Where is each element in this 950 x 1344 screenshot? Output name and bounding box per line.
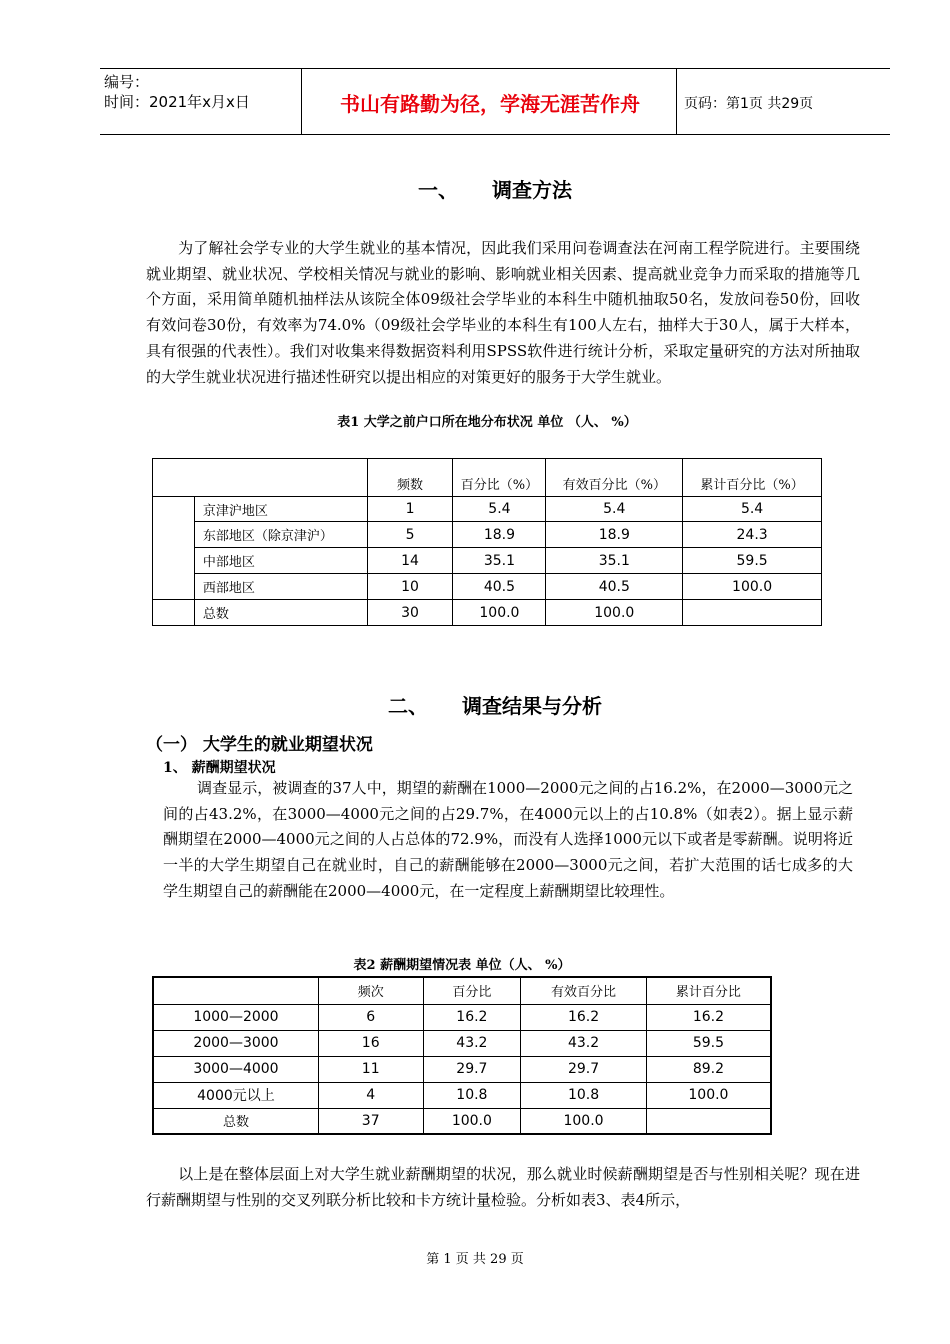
header-slogan: 书山有路勤为径，学海无涯苦作舟 (340, 92, 640, 116)
table-row (153, 1108, 771, 1134)
table2-cell: 37 (318, 1108, 423, 1134)
table2-cell: 29.7 (521, 1056, 647, 1082)
table1 (152, 458, 822, 626)
table1-cell: 100.0 (546, 600, 683, 626)
table1-cell: 14 (367, 548, 453, 574)
table2-row-label: 3000—4000 (153, 1056, 318, 1082)
table1-cell: 100.0 (453, 600, 546, 626)
table1-cell: 5 (367, 522, 453, 548)
table2-cell: 89.2 (646, 1056, 771, 1082)
table2-header-cell: 有效百分比 (521, 977, 647, 1004)
section2-paragraph-1: 调查显示，被调查的37人中，期望的薪酬在1000—2000元之间的占16.2%，在2000—3000元之间的占43.2%，在3000—4000元之间的占29.7%，在4000元以上的占10.8%（如表2）。据上显示薪酬期望在2000—4000元之间的人占总体的72.9%，而没有人选择1000元以下或者是零薪酬。说明将近一半的大学生期望自己在就业时，自己的薪酬能够在2000—3000元之间，若扩大范围的话七成多的大学生期望自己的薪酬能在2000—4000元，在一定程度上薪酬期望比较理性。 (163, 779, 853, 900)
table1-header-cell: 百分比（%） (453, 459, 546, 497)
subsection-1-heading: （一） 大学生的就业期望状况 (146, 735, 373, 755)
table1-cell: 24.3 (683, 522, 822, 548)
table2-cell: 10.8 (423, 1082, 521, 1108)
table1-cell: 5.4 (453, 497, 546, 522)
table2-cell: 100.0 (646, 1082, 771, 1108)
table1-cell: 1 (367, 497, 453, 522)
table2-cell: 16.2 (646, 1004, 771, 1030)
table1-row-label: 西部地区 (194, 574, 367, 600)
header-divider-right (676, 68, 677, 134)
table2-row-label: 1000—2000 (153, 1004, 318, 1030)
table1-cell: 30 (367, 600, 453, 626)
header-meta (104, 72, 250, 112)
section2-title-num: 二、 (388, 694, 428, 718)
table2-cell: 43.2 (521, 1030, 647, 1056)
section2-paragraph-2: 以上是在整体层面上对大学生就业薪酬期望的状况，那么就业时候薪酬期望是否与性别相关呢？现在进行薪酬期望与性别的交叉列联分析比较和卡方统计量检验。分析如表3、表4所示， (146, 1165, 860, 1209)
table2-header-cell: 累计百分比 (646, 977, 771, 1004)
header-divider-left (301, 68, 302, 134)
table2-cell: 100.0 (521, 1108, 647, 1134)
table1-header-cell: 频数 (367, 459, 453, 497)
doc-number-label: 编号： (104, 73, 150, 91)
table2-header-cell: 百分比 (423, 977, 521, 1004)
table1-header-cell: 累计百分比（%） (683, 459, 822, 497)
header-bottom-rule (100, 134, 890, 135)
table1-caption: 表1 大学之前户口所在地分布状况 单位 （人、 %） (337, 415, 637, 430)
table2-header-row (153, 977, 771, 1004)
table1-header-cell: 有效百分比（%） (546, 459, 683, 497)
table1-cell (683, 600, 822, 626)
table2-cell: 10.8 (521, 1082, 647, 1108)
table-row (153, 497, 822, 522)
table2-cell: 4 (318, 1082, 423, 1108)
subsection-1-1-heading: 1、 薪酬期望状况 (163, 760, 276, 776)
table1-cell: 35.1 (546, 548, 683, 574)
table1-cell: 40.5 (546, 574, 683, 600)
table1-cell: 59.5 (683, 548, 822, 574)
section1-title-text: 调查方法 (492, 178, 572, 202)
table2-cell: 29.7 (423, 1056, 521, 1082)
table1-cell: 40.5 (453, 574, 546, 600)
section2-title (388, 690, 602, 719)
section1-title (418, 174, 572, 203)
table2-cell (646, 1108, 771, 1134)
table2-caption: 表2 薪酬期望情况表 单位（人、 %） (353, 958, 571, 973)
table1-cell: 10 (367, 574, 453, 600)
table-row (153, 1082, 771, 1108)
table2-cell: 11 (318, 1056, 423, 1082)
page-footer: 第 1 页 共 29 页 (426, 1252, 524, 1267)
table2-cell: 100.0 (423, 1108, 521, 1134)
table1-cell: 18.9 (546, 522, 683, 548)
table2 (152, 976, 772, 1135)
table2-cell: 59.5 (646, 1030, 771, 1056)
table1-row-label: 东部地区（除京津沪） (194, 522, 367, 548)
table2-header-cell: 频次 (318, 977, 423, 1004)
table-row (153, 1030, 771, 1056)
table-row (153, 522, 822, 548)
table2-row-label: 总数 (153, 1108, 318, 1134)
table-row (153, 1056, 771, 1082)
header-page-label: 页码：第1页 共29页 (684, 96, 814, 112)
table1-cell: 100.0 (683, 574, 822, 600)
table1-row-label: 中部地区 (194, 548, 367, 574)
table2-cell: 16.2 (423, 1004, 521, 1030)
table-row (153, 574, 822, 600)
table2-row-label: 4000元以上 (153, 1082, 318, 1108)
table1-row-label: 京津沪地区 (194, 497, 367, 522)
table1-cell: 35.1 (453, 548, 546, 574)
table1-cell: 5.4 (683, 497, 822, 522)
table1-cell: 5.4 (546, 497, 683, 522)
doc-date-label: 时间：2021年x月x日 (104, 93, 250, 111)
table1-row-label: 总数 (194, 600, 367, 626)
table-row (153, 548, 822, 574)
table2-cell: 16.2 (521, 1004, 647, 1030)
table2-cell: 43.2 (423, 1030, 521, 1056)
header-top-rule (100, 68, 890, 69)
section1-paragraph: 为了解社会学专业的大学生就业的基本情况，因此我们采用问卷调查法在河南工程学院进行。主要围绕就业期望、就业状况、学校相关情况与就业的影响、影响就业相关因素、提高就业竞争力而采取的措施等几个方面，采用简单随机抽样法从该院全体09级社会学毕业的本科生中随机抽取50名，发放问卷50份，回收有效问卷30份，有效率为74.0%（09级社会学毕业的本科生有100人左右，抽样大于30人，属于大样本，具有很强的代表性）。我们对收集来得数据资料利用SPSS软件进行统计分析，采取定量研究的方法对所抽取的大学生就业状况进行描述性研究以提出相应的对策更好的服务于大学生就业。 (146, 239, 860, 386)
section2-title-text: 调查结果与分析 (462, 694, 602, 718)
table1-stub-cell (153, 497, 195, 600)
table1-cell: 18.9 (453, 522, 546, 548)
table-row (153, 600, 822, 626)
table-row (153, 1004, 771, 1030)
table1-header-row (153, 459, 822, 497)
section1-title-num: 一、 (418, 178, 458, 202)
table2-cell: 16 (318, 1030, 423, 1056)
table2-cell: 6 (318, 1004, 423, 1030)
table2-row-label: 2000—3000 (153, 1030, 318, 1056)
